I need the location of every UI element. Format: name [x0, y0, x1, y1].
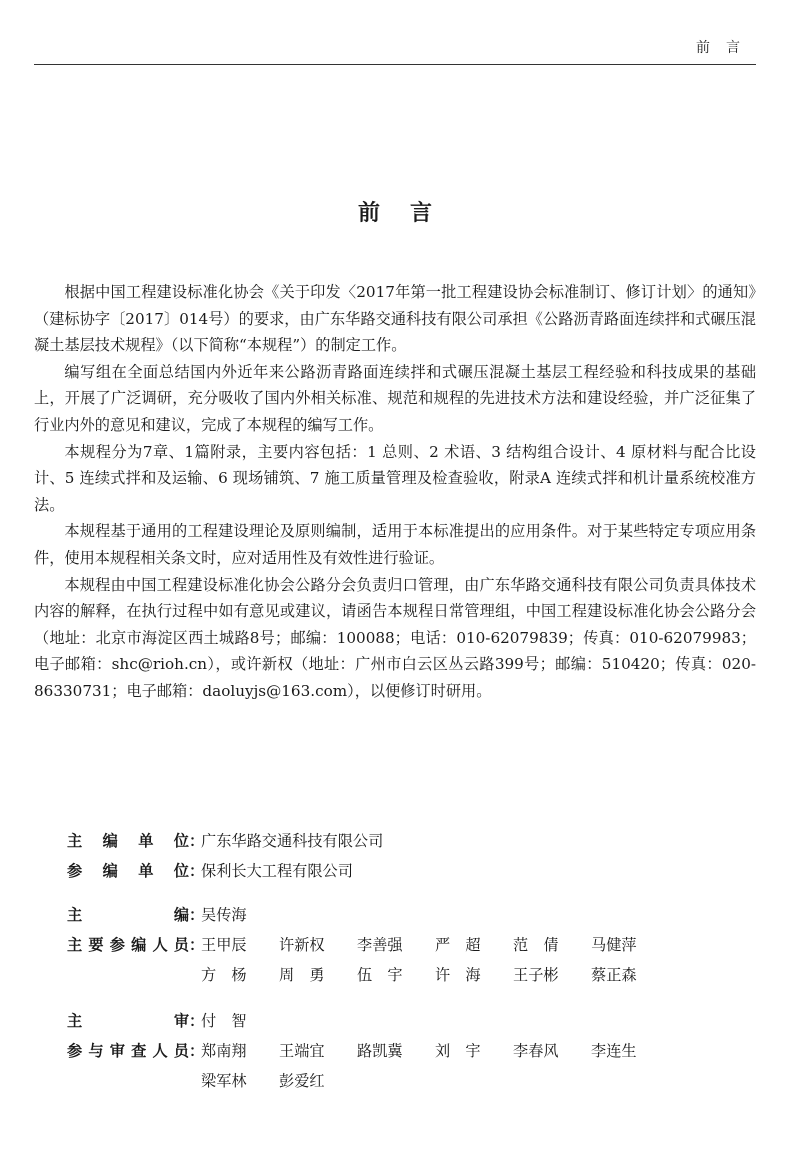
- chief-editor-unit-label: [67, 826, 189, 856]
- label-char: 人: [152, 936, 168, 954]
- label-char: 审: [173, 1012, 189, 1030]
- main-editors-list-2: [201, 960, 669, 990]
- person-name: 郑南翔: [201, 1042, 247, 1060]
- paragraph-5: 本规程由中国工程建设标准化协会公路分会负责归口管理，由广东华路交通科技有限公司负责具体技术内容的解释，在执行过程中如有意见或建议，请函告本规程日常管理组，中国工程建设标准化协会公路分会（地址：北京市海淀区西土城路8号；邮编：100088；电话：010-62079839；传真：010-62079983；电子邮箱：shc@rioh.cn），或许新权（地址：广州市白云区丛云路399号；邮编：510420；传真：020-86330731；电子邮箱：daoluyjs@163.com），以便修订时研用。: [34, 575, 756, 700]
- person-name: 李善强: [357, 936, 403, 954]
- credits-block: [67, 826, 669, 1096]
- main-editors-row: 主 要 参 编 人 员 ： 王甲辰 许新权 李善强 严 超 范 倩 马健萍: [67, 930, 669, 960]
- label-char: 审: [109, 1042, 125, 1060]
- reviewers-row: 参 与 审 查 人 员 ： 郑南翔 王端宜 路凯冀 刘 宇 李春风 李连生: [67, 1036, 669, 1066]
- person-name: 王甲辰: [201, 936, 247, 954]
- person-name: 王子彬: [513, 966, 559, 984]
- label-char: 位: [173, 832, 189, 850]
- chief-editor-unit: 广东华路交通科技有限公司: [201, 832, 384, 850]
- label-char: 主: [67, 1012, 83, 1030]
- person-name: 马健萍: [591, 936, 637, 954]
- co-editor-unit-row: 参 编 单 位 ： 保利长大工程有限公司: [67, 856, 669, 886]
- label-char: 员: [173, 936, 189, 954]
- chief-reviewer-label: [67, 1006, 189, 1036]
- running-header: 前言: [34, 34, 756, 65]
- paragraph-3: 本规程分为7章、1篇附录，主要内容包括：1 总则、2 术语、3 结构组合设计、4 原材料与配合比设计、5 连续式拌和及运输、6 现场铺筑、7 施工质量管理及检查验收，附录A 连续式拌和机计量系统校准方法。: [34, 442, 756, 514]
- chief-reviewer-row: 主 审 ： 付 智: [67, 1006, 669, 1036]
- reviewers-list-2: [201, 1066, 357, 1096]
- label-char: 主: [67, 832, 83, 850]
- label-char: 要: [88, 936, 104, 954]
- person-name: 严 超: [435, 936, 481, 954]
- person-name: 李春风: [513, 1042, 559, 1060]
- co-editor-unit-label: [67, 856, 189, 886]
- main-editors-label: [67, 930, 189, 960]
- label-char: 主: [67, 936, 83, 954]
- chief-editor-row: 主 编 ： 吴传海: [67, 900, 669, 930]
- label-char: 查: [131, 1042, 147, 1060]
- label-char: 员: [173, 1042, 189, 1060]
- person-name: 路凯冀: [357, 1042, 403, 1060]
- person-name: 彭爱红: [279, 1072, 325, 1090]
- label-char: 参: [109, 936, 125, 954]
- chief-editor: 吴传海: [201, 906, 247, 924]
- person-name: 方 杨: [201, 966, 247, 984]
- person-name: 许新权: [279, 936, 325, 954]
- label-char: 编: [102, 832, 118, 850]
- label-char: 编: [131, 936, 147, 954]
- person-name: 梁军林: [201, 1072, 247, 1090]
- person-name: 许 海: [435, 966, 481, 984]
- person-name: 范 倩: [513, 936, 559, 954]
- paragraph-2: 编写组在全面总结国内外近年来公路沥青路面连续拌和式碾压混凝土基层工程经验和科技成果的基础上，开展了广泛调研，充分吸收了国内外相关标准、规范和规程的先进技术方法和建设经验，并广泛征集了行业内外的意见和建议，完成了本规程的编写工作。: [34, 362, 756, 434]
- paragraph-1: 根据中国工程建设标准化协会《关于印发〈2017年第一批工程建设协会标准制订、修订计划〉的通知》（建标协字〔2017〕014号）的要求，由广东华路交通科技有限公司承担《公路沥青路面连续拌和式碾压混凝土基层技术规程》（以下简称“本规程”）的制定工作。: [34, 283, 756, 355]
- reviewers-list-1: [201, 1036, 669, 1066]
- label-char: 单: [138, 832, 154, 850]
- paragraph-4: 本规程基于通用的工程建设理论及原则编制，适用于本标准提出的应用条件。对于某些特定专项应用条件，使用本规程相关条文时，应对适用性及有效性进行验证。: [34, 522, 756, 567]
- chief-reviewer: 付 智: [201, 1012, 247, 1030]
- person-name: 李连生: [591, 1042, 637, 1060]
- co-editor-unit: 保利长大工程有限公司: [201, 862, 353, 880]
- label-char: 编: [173, 906, 189, 924]
- main-editors-list-1: [201, 930, 669, 960]
- person-name: 伍 宇: [357, 966, 403, 984]
- chief-editor-unit-row: 主 编 单 位 ： 广东华路交通科技有限公司: [67, 826, 669, 856]
- label-char: 位: [173, 862, 189, 880]
- person-name: 蔡正森: [591, 966, 637, 984]
- label-char: 单: [138, 862, 154, 880]
- reviewers-row-2: [67, 1066, 669, 1096]
- person-name: 周 勇: [279, 966, 325, 984]
- main-editors-row-2: [67, 960, 669, 990]
- page-title: 前言: [357, 200, 462, 226]
- person-name: 王端宜: [279, 1042, 325, 1060]
- label-char: 与: [88, 1042, 104, 1060]
- chief-editor-label: [67, 900, 189, 930]
- label-char: 人: [152, 1042, 168, 1060]
- label-char: 参: [67, 862, 83, 880]
- label-char: 参: [67, 1042, 83, 1060]
- person-name: 刘 宇: [435, 1042, 481, 1060]
- preface-body: [34, 279, 756, 705]
- label-char: 主: [67, 906, 83, 924]
- label-char: 编: [102, 862, 118, 880]
- reviewers-label: [67, 1036, 189, 1066]
